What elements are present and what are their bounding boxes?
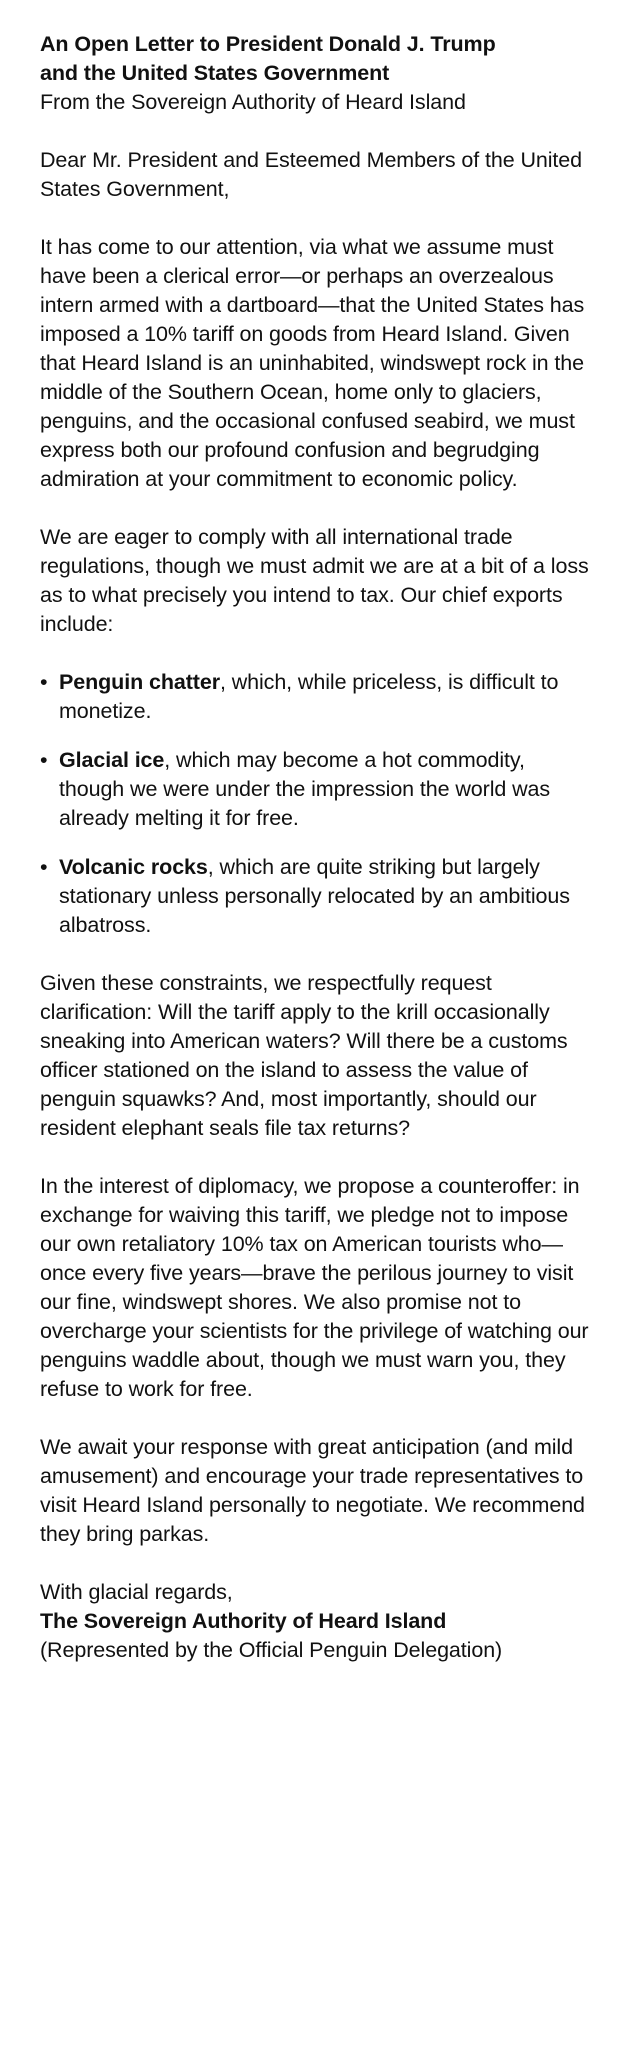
paragraph-counteroffer: In the interest of diplomacy, we propose a counteroffer: in exchange for waiving this tariff, we pledge not to impose our own retaliatory 10% tax on American tourists who—once every five years—brave the perilous journey to visit our fine, windswept shores. We also promise not to overcharge your scientists for the privilege of watching our penguins waddle about, though we must warn you, they refuse to work for free. [40,1174,589,1401]
list-item [40,853,590,940]
letter-subtitle: From the Sovereign Authority of Heard Island [40,90,466,114]
export-term: Glacial ice [59,748,165,772]
export-description: , which, while priceless, is difficult to monetize. [59,670,559,723]
export-description: , which are quite striking but largely stationary unless personally relocated by an ambitious albatross. [59,855,570,937]
list-item [40,746,590,833]
export-term: Volcanic rocks [59,855,208,879]
paragraph-clarification: Given these constraints, we respectfully request clarification: Will the tariff apply to the krill occasionally sneaking into American waters? Will there be a customs officer stationed on the island to assess the value of penguin squawks? And, most importantly, should our resident elephant seals file tax returns? [40,971,568,1140]
paragraph-response: We await your response with great anticipation (and mild amusement) and encourage your trade representatives to visit Heard Island personally to negotiate. We recommend they bring parkas. [40,1435,585,1546]
signature: The Sovereign Authority of Heard Island [40,1609,447,1633]
bullet-icon: • [40,748,48,772]
exports-list [40,668,590,940]
export-term: Penguin chatter [59,670,220,694]
salutation: Dear Mr. President and Esteemed Members of the United States Government, [40,148,583,201]
letter-title-line-1: An Open Letter to President Donald J. Trump [40,32,496,56]
letter-title-line-2: and the United States Government [40,61,390,85]
list-item [40,668,590,726]
bullet-icon: • [40,855,48,879]
closing: With glacial regards, [40,1580,233,1604]
bullet-icon: • [40,670,48,694]
signature-note: (Represented by the Official Penguin Delegation) [40,1638,503,1662]
paragraph-tariff-notice: It has come to our attention, via what we assume must have been a clerical error—or perhaps an overzealous intern armed with a dartboard—that the United States has imposed a 10% tariff on goods from Heard Island. Given that Heard Island is an uninhabited, windswept rock in the middle of the Southern Ocean, home only to glaciers, penguins, and the occasional confused seabird, we must express both our profound confusion and begrudging admiration at your commitment to economic policy. [40,235,585,491]
export-description: , which may become a hot commodity, though we were under the impression the world was already melting it for free. [59,748,551,830]
paragraph-exports-intro: We are eager to comply with all international trade regulations, though we must admit we are at a bit of a loss as to what precisely you intend to tax. Our chief exports include: [40,525,589,636]
